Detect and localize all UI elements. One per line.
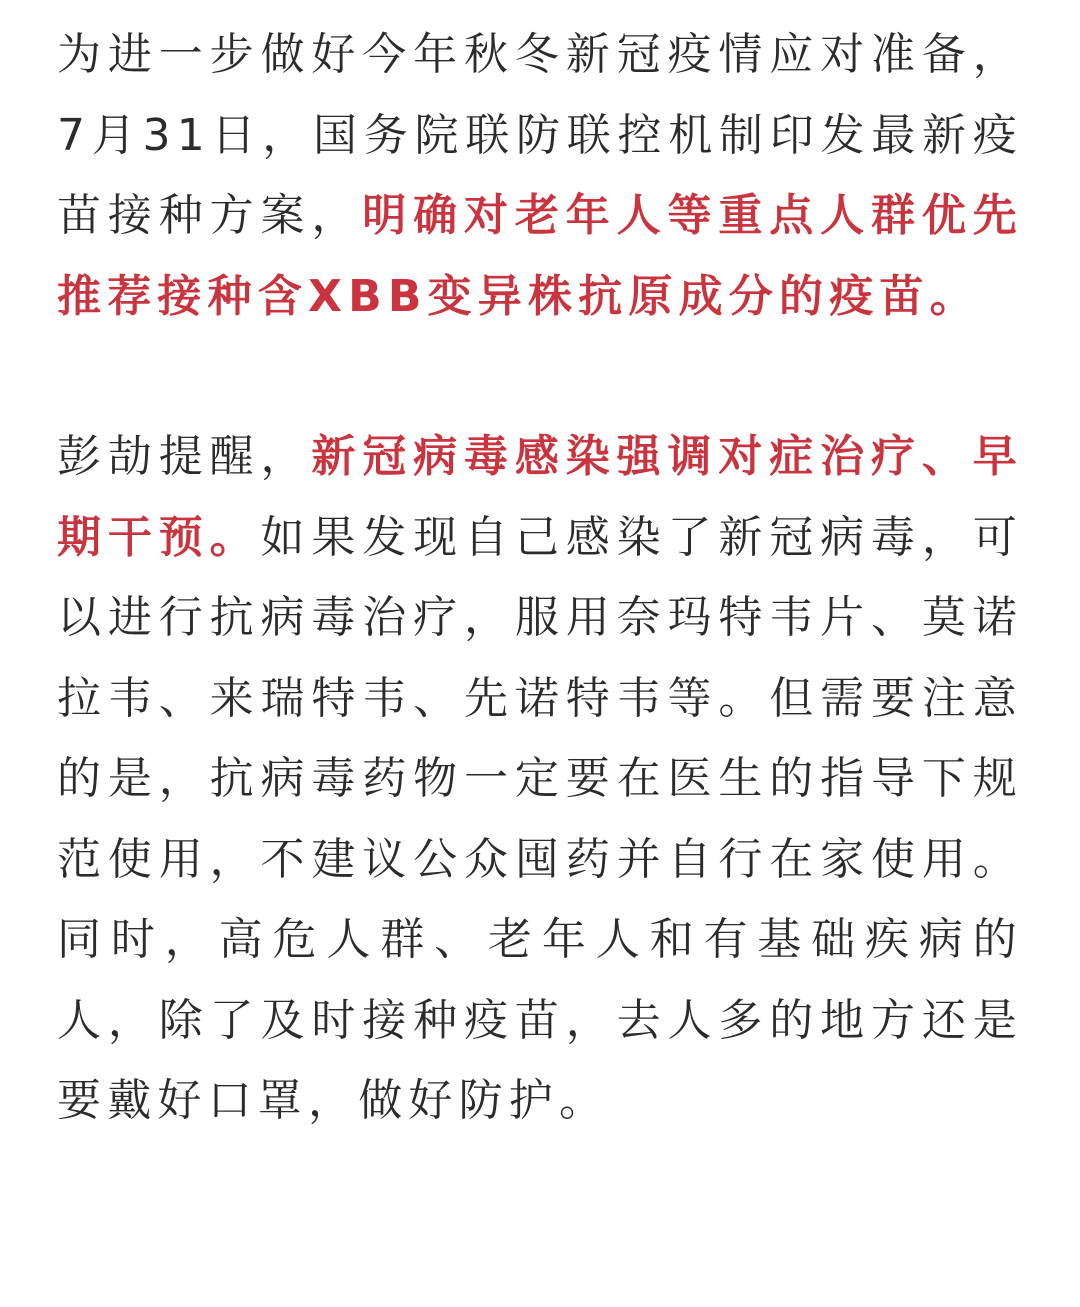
speaker-reminder-text: 彭劼提醒， [57,431,312,482]
paragraph-treatment-advice [57,417,1023,1142]
vaccine-plan-intro-text: 为进一步做好今年秋冬新冠疫情应对准备，7月31日，国务院联防联控机制印发最新疫苗接种方案， [57,29,1023,241]
paragraph-vaccine-plan [57,15,1023,337]
antiviral-guidance-text: 如果发现自己感染了新冠病毒，可以进行抗病毒治疗，服用奈玛特韦片、莫诺拉韦、来瑞特韦、先诺特韦等。但需要注意的是，抗病毒药物一定要在医生的指导下规范使用，不建议公众囤药并自行在家使用。同时，高危人群、老年人和有基础疾病的人，除了及时接种疫苗，去人多的地方还是要戴好口罩，做好防护。 [57,511,1023,1126]
article-body [57,15,1023,1142]
vaccine-priority-highlight: 明确对老年人等重点人群优先推荐接种含XBB变异株抗原成分的疫苗。 [57,190,1023,322]
treatment-emphasis-highlight: 新冠病毒感染强调对症治疗、早期干预。 [57,431,1023,563]
